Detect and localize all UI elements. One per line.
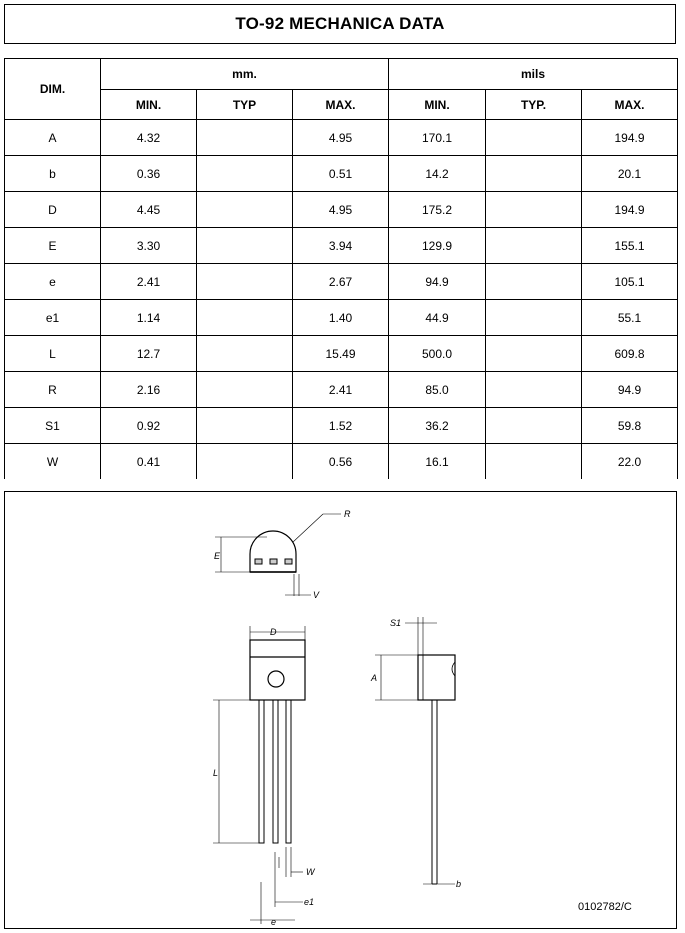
table-row — [5, 372, 678, 408]
cell-mm-min: 2.16 — [101, 372, 197, 408]
cell-mils-max: 94.9 — [582, 372, 678, 408]
cell-mils-typ — [486, 336, 582, 372]
front-view — [213, 626, 305, 924]
dimensions-table — [4, 58, 678, 479]
cell-mm-max: 1.40 — [293, 300, 389, 336]
cell-mm-min: 0.36 — [101, 156, 197, 192]
cell-mils-min: 85.0 — [389, 372, 486, 408]
cell-mils-min: 175.2 — [389, 192, 486, 228]
table-row — [5, 156, 678, 192]
table-row — [5, 120, 678, 156]
mils-min-header: MIN. — [389, 90, 486, 120]
label-R: R — [344, 509, 351, 519]
cell-mils-min: 36.2 — [389, 408, 486, 444]
mm-typ-header: TYP — [197, 90, 293, 120]
mils-max-header: MAX. — [582, 90, 678, 120]
cell-mils-min: 129.9 — [389, 228, 486, 264]
cell-mm-typ — [197, 372, 293, 408]
label-b: b — [456, 879, 462, 889]
cell-mm-max: 3.94 — [293, 228, 389, 264]
cell-mils-max: 20.1 — [582, 156, 678, 192]
cell-dim: R — [5, 372, 101, 408]
cell-mm-max: 4.95 — [293, 120, 389, 156]
mm-group-header: mm. — [101, 59, 389, 90]
cell-mils-typ — [486, 444, 582, 480]
cell-mils-min: 44.9 — [389, 300, 486, 336]
cell-mils-min: 170.1 — [389, 120, 486, 156]
mils-typ-header: TYP. — [486, 90, 582, 120]
cell-mils-max: 59.8 — [582, 408, 678, 444]
cell-mm-typ — [197, 228, 293, 264]
cell-mm-min: 3.30 — [101, 228, 197, 264]
cell-dim: D — [5, 192, 101, 228]
label-E: E — [214, 551, 221, 561]
cell-mils-typ — [486, 120, 582, 156]
cell-mm-typ — [197, 300, 293, 336]
cell-mm-max: 15.49 — [293, 336, 389, 372]
table-row — [5, 192, 678, 228]
label-D: D — [270, 627, 277, 637]
cell-mils-max: 55.1 — [582, 300, 678, 336]
cell-mm-typ — [197, 264, 293, 300]
document-number: 0102782/C — [578, 901, 632, 913]
cell-dim: b — [5, 156, 101, 192]
cell-mils-typ — [486, 228, 582, 264]
cell-mm-typ — [197, 408, 293, 444]
cell-mm-typ — [197, 192, 293, 228]
cell-mils-max: 105.1 — [582, 264, 678, 300]
cell-mils-max: 194.9 — [582, 120, 678, 156]
label-S1: S1 — [390, 618, 402, 628]
cell-mils-typ — [486, 264, 582, 300]
mm-max-header: MAX. — [293, 90, 389, 120]
cell-mils-min: 94.9 — [389, 264, 486, 300]
cell-dim: A — [5, 120, 101, 156]
cell-mm-typ — [197, 156, 293, 192]
cell-mm-max: 1.52 — [293, 408, 389, 444]
mm-min-header: MIN. — [101, 90, 197, 120]
cell-mm-max: 0.56 — [293, 444, 389, 480]
cell-mm-max: 4.95 — [293, 192, 389, 228]
cell-dim: E — [5, 228, 101, 264]
side-view — [375, 617, 455, 884]
cell-mm-min: 0.92 — [101, 408, 197, 444]
cell-dim: W — [5, 444, 101, 480]
table-body — [5, 120, 678, 480]
cell-mils-typ — [486, 156, 582, 192]
cell-mils-min: 14.2 — [389, 156, 486, 192]
title-box — [4, 4, 676, 44]
label-V: V — [313, 590, 320, 600]
cell-dim: e1 — [5, 300, 101, 336]
page-title: TO-92 MECHANICA DATA — [235, 14, 445, 33]
cell-mils-max: 194.9 — [582, 192, 678, 228]
cell-mm-min: 4.45 — [101, 192, 197, 228]
table-row — [5, 444, 678, 480]
cell-dim: S1 — [5, 408, 101, 444]
label-W: W — [306, 867, 315, 877]
cell-mils-typ — [486, 300, 582, 336]
cell-mm-typ — [197, 336, 293, 372]
cell-mm-min: 12.7 — [101, 336, 197, 372]
label-A: A — [371, 673, 378, 683]
table-row — [5, 300, 678, 336]
table-row — [5, 336, 678, 372]
cell-dim: L — [5, 336, 101, 372]
cell-mm-typ — [197, 120, 293, 156]
label-e1: e1 — [304, 897, 315, 907]
table-row — [5, 408, 678, 444]
cell-mils-max: 22.0 — [582, 444, 678, 480]
cell-mm-max: 2.67 — [293, 264, 389, 300]
top-view — [215, 514, 341, 596]
cell-mils-min: 16.1 — [389, 444, 486, 480]
cell-mm-min: 2.41 — [101, 264, 197, 300]
cell-mm-min: 4.32 — [101, 120, 197, 156]
cell-mils-max: 609.8 — [582, 336, 678, 372]
cell-mm-max: 2.41 — [293, 372, 389, 408]
table-row — [5, 228, 678, 264]
cell-mils-typ — [486, 192, 582, 228]
cell-mm-typ — [197, 444, 293, 480]
cell-mils-max: 155.1 — [582, 228, 678, 264]
cell-mm-min: 1.14 — [101, 300, 197, 336]
cell-mm-min: 0.41 — [101, 444, 197, 480]
cell-mils-min: 500.0 — [389, 336, 486, 372]
cell-mm-max: 0.51 — [293, 156, 389, 192]
mils-group-header: mils — [389, 59, 678, 90]
package-drawing — [4, 491, 677, 929]
cell-mils-typ — [486, 408, 582, 444]
package-drawing-svg — [5, 492, 676, 928]
dim-header: DIM. — [5, 59, 101, 120]
cell-dim: e — [5, 264, 101, 300]
cell-mils-typ — [486, 372, 582, 408]
table-row — [5, 264, 678, 300]
label-e: e — [271, 917, 277, 927]
label-L: L — [213, 768, 219, 778]
